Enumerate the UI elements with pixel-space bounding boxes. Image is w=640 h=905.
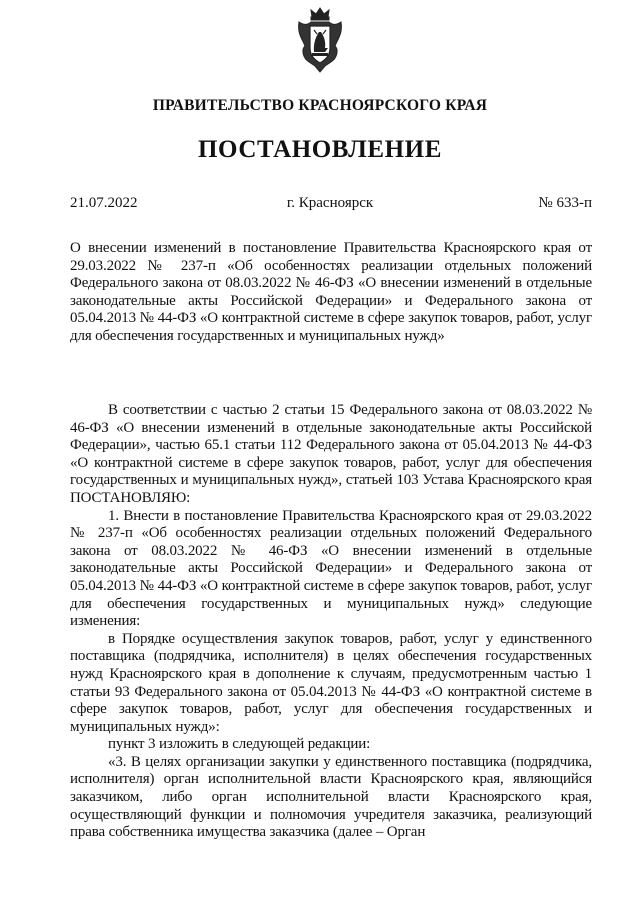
document-subject-title: О внесении изменений в постановление Правительства Красноярского края от 29.03.2022 № 237-п «Об особенностях реализации отдельных положений Федерального закона от 08.03.2022 № 46-ФЗ «О внесении изменений в отдельные законодательные акты Российской Федерации» и Федерального закона от 05.04.2013 № 44-ФЗ «О контрактной системе в сфере закупок товаров, работ, услуг для обеспечения государственных и муниципальных нужд» <box>70 240 592 344</box>
body-paragraph: «3. В целях организации закупки у единственного поставщика (подрядчика, исполнителя) орган исполнительной власти Красноярского края, являющийся заказчиком, либо орган исполнительной власти Красноярского края, осуществляющий функции и полномочия учредителя заказчика, реализующий права собственника имущества заказчика (далее – Орган <box>70 753 592 841</box>
document-city: г. Красноярск <box>286 195 374 211</box>
body-paragraph: в Порядке осуществления закупок товаров, работ, услуг у единственного поставщика (подрядчика, исполнителя) в целях обеспечения государственных нужд Красноярского края в дополнение к случаям, предусмотренным частью 1 статьи 93 Федерального закона от 05.04.2013 № 44-ФЗ «О контрактной системе в сфере закупок товаров, работ, услуг для обеспечения государственных и муниципальных нужд»: <box>70 630 592 735</box>
body-paragraph: 1. Внести в постановление Правительства Красноярского края от 29.03.2022 № 237-п «Об особенностях реализации отдельных положений Федерального закона от 08.03.2022 № 46-ФЗ «О внесении изменений в отдельные законодательные акты Российской Федерации» и Федерального закона от 05.04.2013 № 44-ФЗ «О контрактной системе в сфере закупок товаров, работ, услуг для обеспечения государственных и муниципальных нужд» следующие изменения: <box>70 507 592 630</box>
coat-of-arms-emblem <box>295 6 345 74</box>
document-body <box>70 402 592 842</box>
organization-name: ПРАВИТЕЛЬСТВО КРАСНОЯРСКОГО КРАЯ <box>152 97 488 114</box>
document-number: № 633-п <box>538 195 592 211</box>
body-paragraph: В соответствии с частью 2 статьи 15 Федерального закона от 08.03.2022 № 46-ФЗ «О внесении изменений в отдельные законодательные акты Российской Федерации», частью 65.1 статьи 112 Федерального закона от 05.04.2013 № 44-ФЗ «О контрактной системе в сфере закупок товаров, работ, услуг для обеспечения государственных и муниципальных нужд», статьей 103 Устава Красноярского края ПОСТАНОВЛЯЮ: <box>70 402 592 506</box>
body-paragraph: пункт 3 изложить в следующей редакции: <box>108 736 371 753</box>
document-date: 21.07.2022 <box>70 195 138 211</box>
document-type-title: ПОСТАНОВЛЕНИЕ <box>197 136 443 163</box>
